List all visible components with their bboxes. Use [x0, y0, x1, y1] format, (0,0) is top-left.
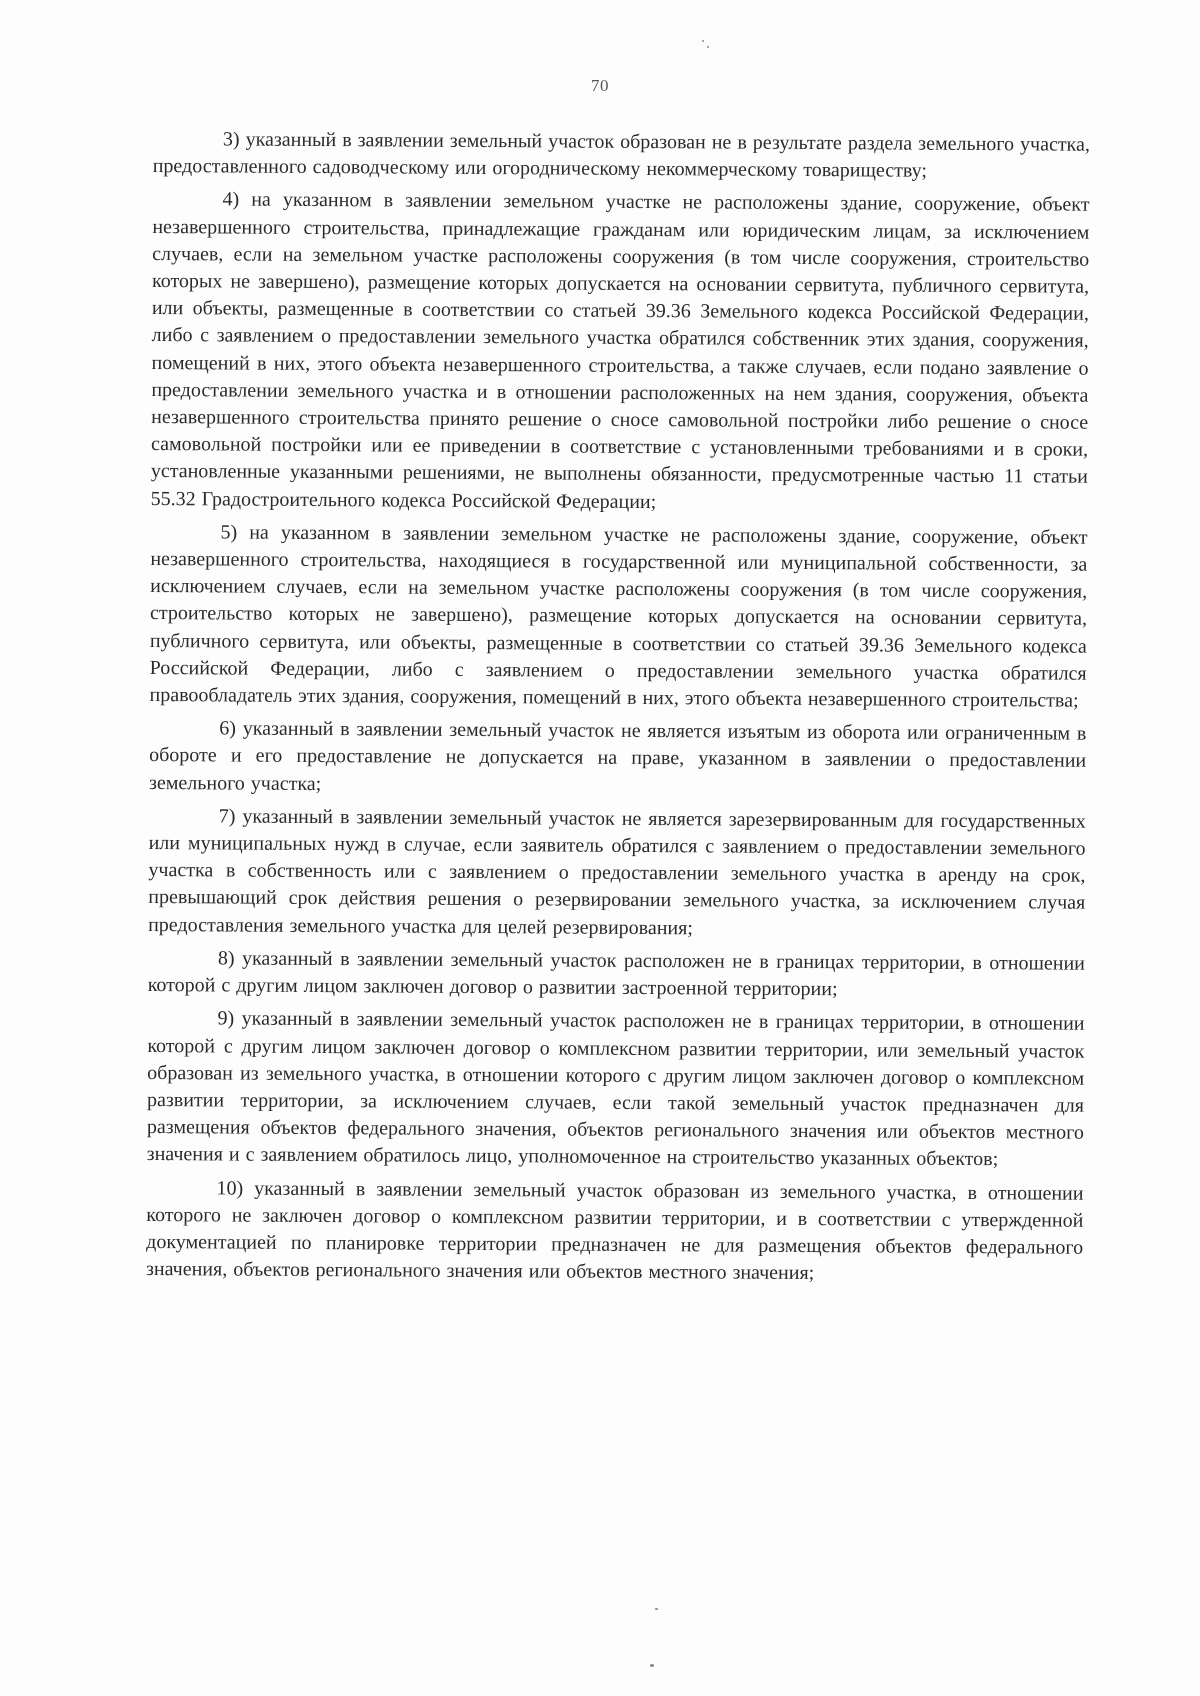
scan-speck — [655, 1608, 658, 1610]
scan-speck — [707, 46, 709, 48]
paragraph-item-5: 5) на указанном в заявлении земельном участке не расположены здание, сооружение, объект незавершенного строительства, находящиеся в государственной или муниципальной собственности, за исключением случаев, если на земельном участке расположены сооружения (в том числе сооружения, строительство которых не завершено), размещение которых допускается на основании сервитута, публичного сервитута, или объекты, размещенные в соответствии со статьей 39.36 Земельного кодекса Российской Федерации, либо с заявлением о предоставлении земельного участка обратился правообладатель этих здания, сооружения, помещений в них, этого объекта незавершенного строительства; — [149, 521, 1088, 712]
paragraph-item-4: 4) на указанном в заявлении земельном участке не расположены здание, сооружение, объект незавершенного строительства, принадлежащие гражданам или юридическим лицам, за исключением случаев, если на земельном участке расположены сооружения (в том числе сооружения, строительство которых не завершено), размещение которых допускается на основании сервитута, публичного сервитута, или объекты, размещенные в соответствии со статьей 39.36 Земельного кодекса Российской Федерации, либо с заявлением о предоставлении земельного участка обратился собственник этих здания, сооружения, помещений в них, этого объекта незавершенного строительства, а также случаев, если подано заявление о предоставлении земельного участка и в отношении расположенных на нем здания, сооружения, объекта незавершенного строительства принято решение о сносе самовольной постройки либо решение о сносе самовольной постройки или ее приведении в соответствие с установленными требованиями и в сроки, установленные указанными решениями, не выполнены обязанности, предусмотренные частью 11 статьи 55.32 Градостроительного кодекса Российской Федерации; — [150, 188, 1090, 513]
paragraph-item-6: 6) указанный в заявлении земельный участок не является изъятым из оборота или ограниченным в обороте и его предоставление не допускается на праве, указанном в заявлении о предоставлении земельного участка; — [148, 717, 1087, 795]
page-number: 70 — [591, 76, 609, 95]
document-body — [146, 126, 1090, 1295]
paragraph-item-7: 7) указанный в заявлении земельный участок не является зарезервированным для государственных или муниципальных нужд в случае, если заявитель обратился с заявлением о предоставлении земельного участка в собственность или с заявлением о предоставлении земельного участка в аренду на срок, превышающий срок действия решения о резервировании земельного участка, за исключением случая предоставления земельного участка для целей резервирования; — [148, 805, 1086, 940]
paragraph-item-3: 3) указанный в заявлении земельный участок образован не в результате раздела земельного участка, предоставленного садоводческому или огородническому некоммерческому товариществу; — [152, 128, 1090, 182]
scan-speck — [650, 1664, 654, 1667]
paragraph-item-9: 9) указанный в заявлении земельный участок расположен не в границах территории, в отношении которой с другим лицом заключен договор о комплексном развитии территории, или земельный участок образован из земельного участка, в отношении которого с другим лицом заключен договор о комплексном развитии территории, за исключением случаев, если такой земельный участок предназначен для размещения объектов федерального значения, объектов регионального значения или объектов местного значения и с заявлением обратилось лицо, уполномоченное на строительство указанных объектов; — [146, 1007, 1085, 1171]
paragraph-item-8: 8) указанный в заявлении земельный участок расположен не в границах территории, в отношении которой с другим лицом заключен договор о развитии застроенной территории; — [147, 947, 1085, 1001]
scan-speck — [702, 40, 704, 42]
paragraph-item-10: 10) указанный в заявлении земельный участок образован из земельного участка, в отношении которого не заключен договор о комплексном развитии территории, и в соответствии с утвержденной документацией по планировке территории предназначен не для размещения объектов федерального значения, объектов регионального значения или объектов местного значения; — [145, 1176, 1084, 1285]
